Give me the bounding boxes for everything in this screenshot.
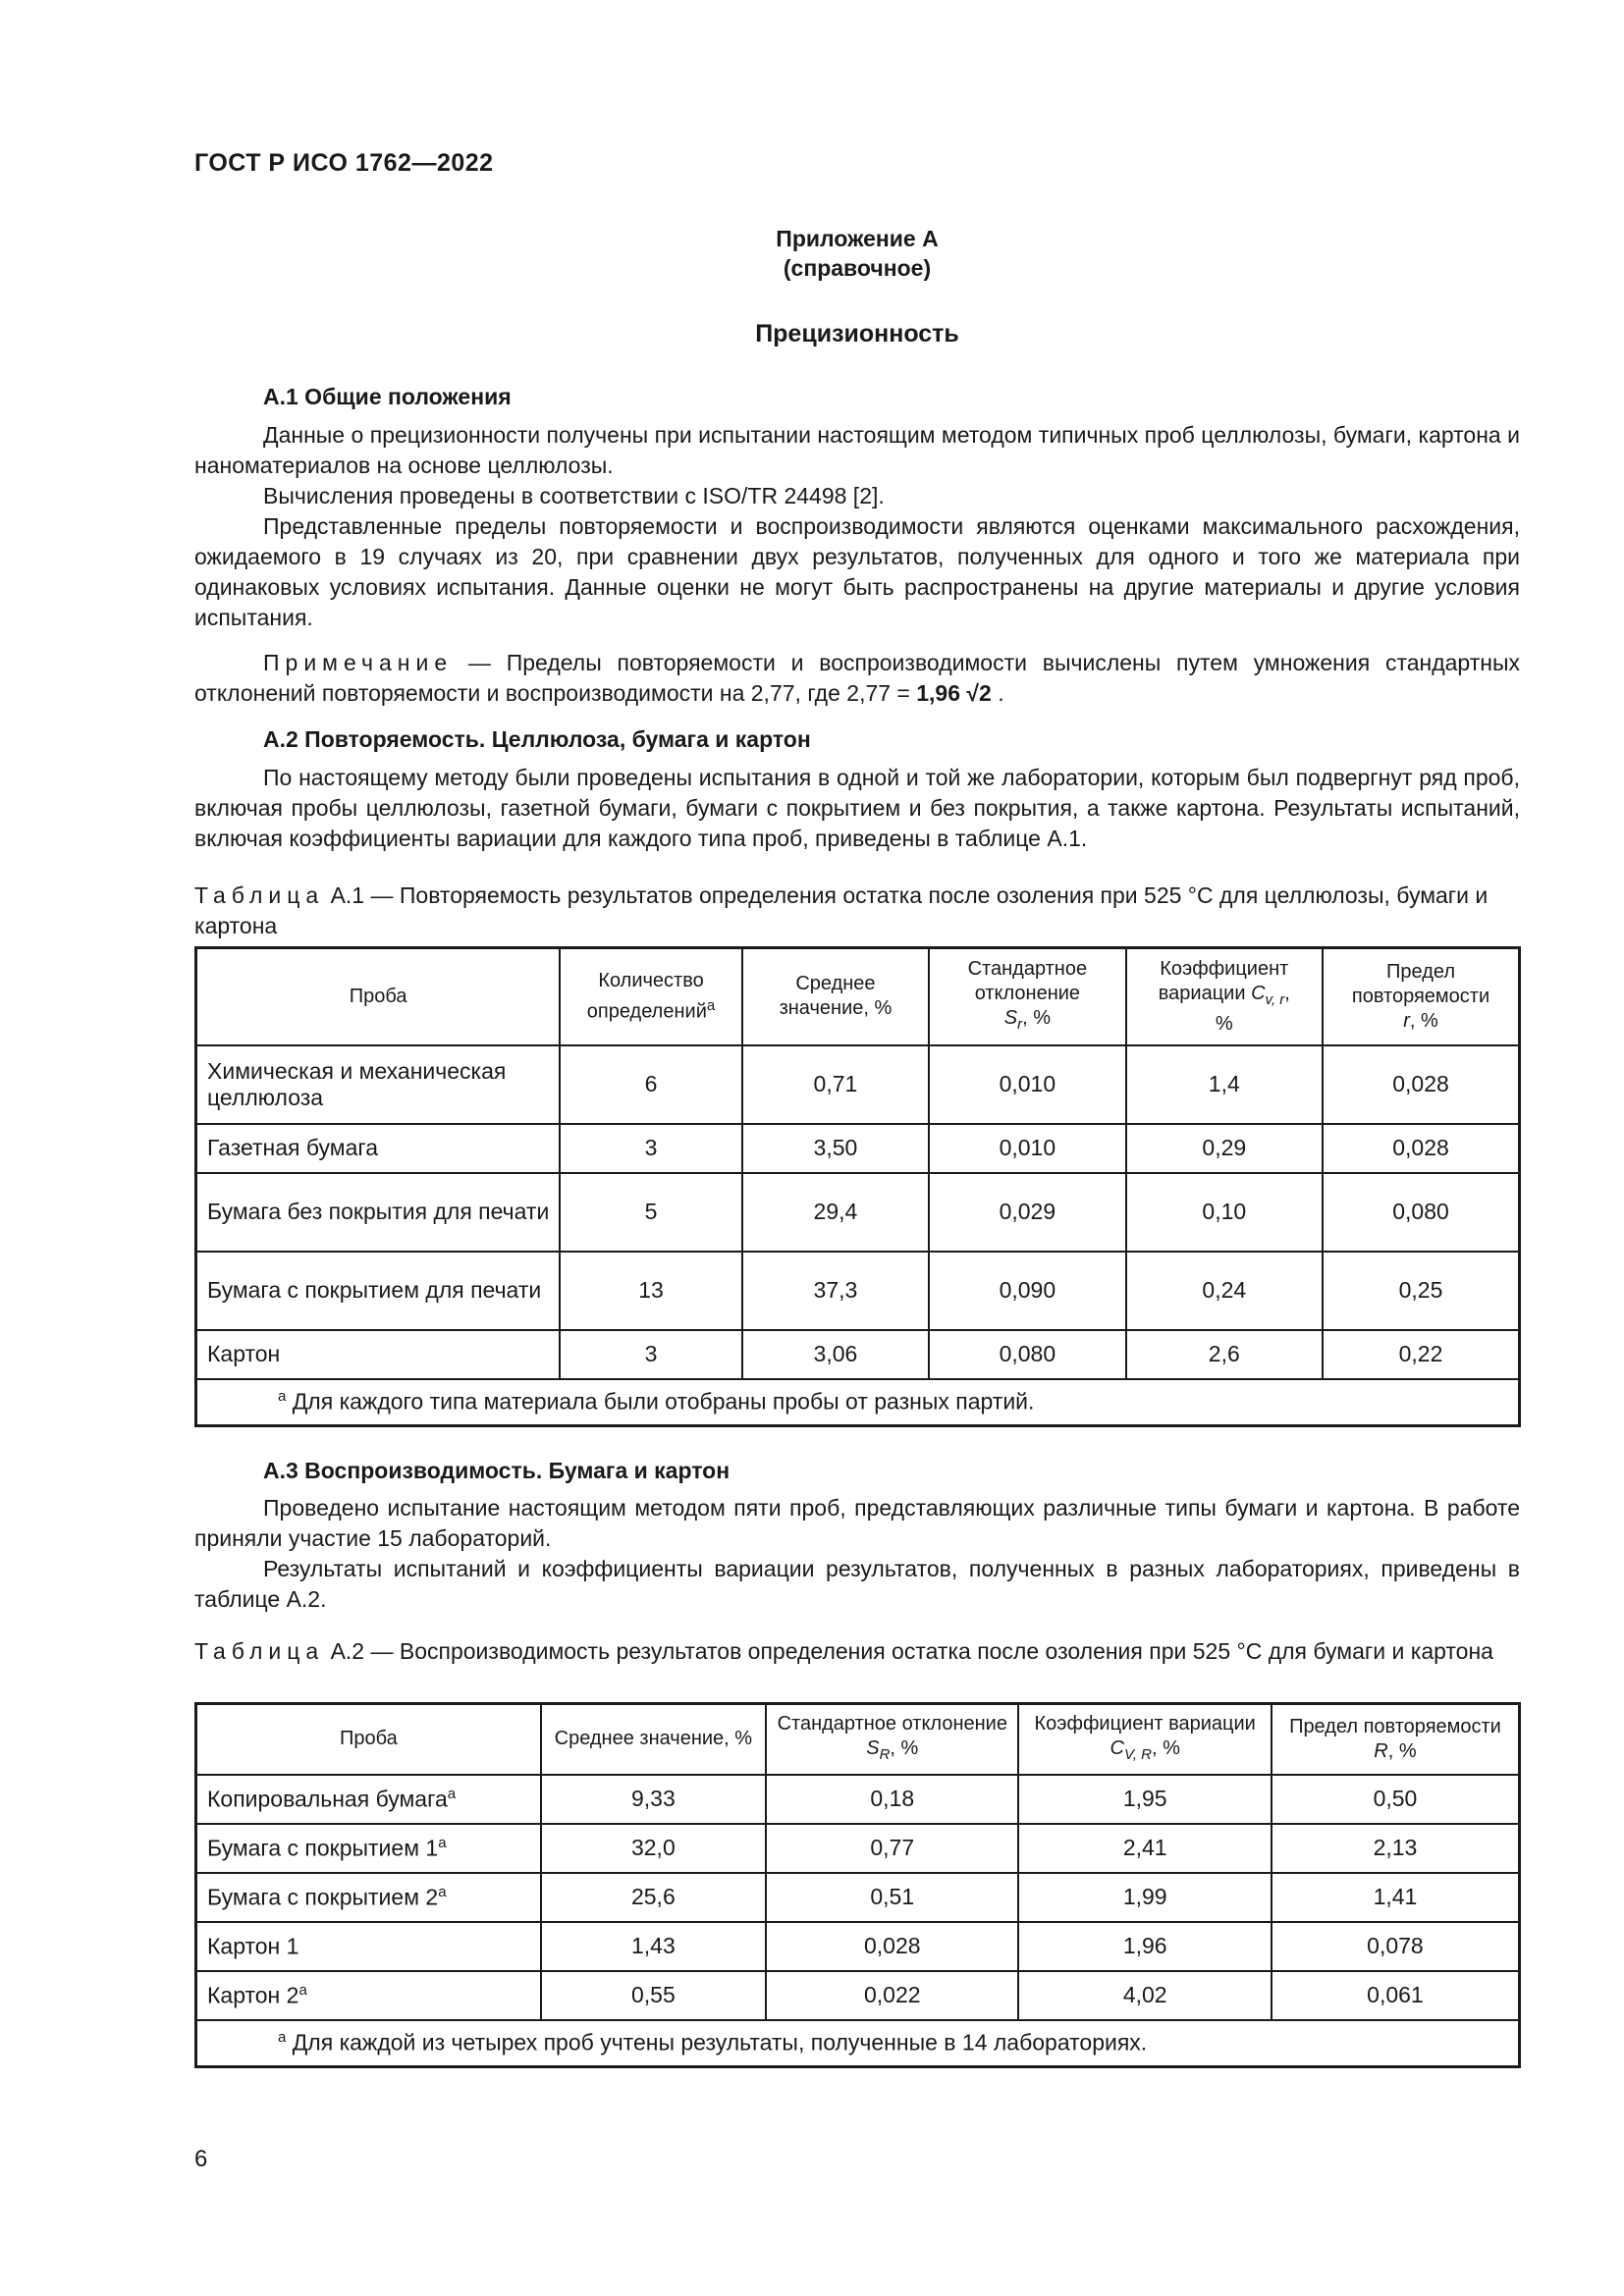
table-row: Картон 3 3,06 0,080 2,6 0,22 <box>196 1330 1520 1379</box>
appendix-type: (справочное) <box>783 255 932 281</box>
col-header: Предел повторяемости r, % <box>1323 948 1519 1045</box>
col-header: Стандартное отклонение $S_r$, % <box>929 948 1125 1045</box>
paragraph: Вычисления проведены в соответствии с ISO/TR 24498 [2]. <box>263 483 885 508</box>
table-row: Бумага с покрытием для печати 13 37,3 0,090 0,24 0,25 <box>196 1252 1520 1330</box>
table-row: Бумага с покрытием $2^а$ 25,6 0,51 1,99 1,41 <box>196 1873 1520 1922</box>
section-a3-body <box>194 1493 1520 1615</box>
table2-caption: Таблица А.2 — Воспроизводимость результатов определения остатка после озоления при 525 °С для бумаги и картона <box>194 1638 1493 1664</box>
table-2 <box>194 1702 1521 2068</box>
section-a2-title: А.2 Повторяемость. Целлюлоза, бумага и картон <box>263 726 811 752</box>
appendix-title: Прецизионность <box>755 320 959 347</box>
table-row: Газетная бумага 3 3,50 0,010 0,29 0,028 <box>196 1124 1520 1173</box>
col-header: Предел повторяемости R, % <box>1272 1704 1520 1775</box>
col-header: Проба <box>196 1704 541 1775</box>
section-a2-body <box>194 763 1520 854</box>
note-text: — Пределы повторяемости и воспроизводимости вычислены путем умножения стандартных отклонений повторяемости и воспроизводимости на 2,77, где 2,77 = <box>194 650 1520 706</box>
appendix-heading <box>194 224 1520 283</box>
note-label: Примечание <box>263 650 454 675</box>
table-row: Картон 1 1,43 0,028 1,96 0,078 <box>196 1922 1520 1971</box>
table-row: Картон $2^а$ 0,55 0,022 4,02 0,061 <box>196 1971 1520 2020</box>
col-header: Количество определений$^а$ <box>560 948 741 1045</box>
section-a1-body <box>194 420 1520 633</box>
col-header: Коэффициент вариации $C_{v, r}$, % <box>1126 948 1323 1045</box>
col-header: Среднее значение, % <box>742 948 929 1045</box>
paragraph: По настоящему методу были проведены испытания в одной и той же лаборатории, которым был подвергнут ряд проб, включая пробы целлюлозы, газетной бумаги, бумаги с покрытием и без покрытия, а также картона. Результаты испытаний, включая коэффициенты вариации для каждого типа проб, приведены в таблице А.1. <box>194 765 1520 851</box>
col-header: Проба <box>196 948 561 1045</box>
table-header-row <box>196 1704 1520 1775</box>
section-a3-title: А.3 Воспроизводимость. Бумага и картон <box>263 1458 731 1483</box>
table-row: Копировальная бумага$^а$ 9,33 0,18 1,95 0,50 <box>196 1775 1520 1824</box>
table-row: Химическая и механическая целлюлоза 6 0,71 0,010 1,4 0,028 <box>196 1045 1520 1124</box>
paragraph: Результаты испытаний и коэффициенты вариации результатов, полученных в разных лабораториях, приведены в таблице А.2. <box>194 1556 1520 1612</box>
note: Примечание — Пределы повторяемости и воспроизводимости вычислены путем умножения стандартных отклонений повторяемости и воспроизводимости на 2,77, где 2,77 = 1,96 √2 . <box>194 650 1520 706</box>
col-header: Коэффициент вариации $C_{V, R}$, % <box>1018 1704 1271 1775</box>
page-number: 6 <box>194 2146 208 2172</box>
col-header: Среднее значение, % <box>541 1704 766 1775</box>
appendix-label: Приложение А <box>776 226 939 251</box>
paragraph: Проведено испытание настоящим методом пяти проб, представляющих различные типы бумаги и картона. В работе приняли участие 15 лабораторий. <box>194 1495 1520 1551</box>
paragraph: Данные о прецизионности получены при испытании настоящим методом типичных проб целлюлозы, бумаги, картона и наноматериалов на основе целлюлозы. <box>194 422 1520 478</box>
col-header: Стандартное отклонение $S_R$, % <box>766 1704 1018 1775</box>
table-footnote: $^а$ Для каждого типа материала были отобраны пробы от разных партий. <box>196 1379 1520 1426</box>
table-footnote-row <box>196 2020 1520 2067</box>
table-footnote-row <box>196 1379 1520 1426</box>
table-header-row <box>196 948 1520 1045</box>
document-header: ГОСТ Р ИСО 1762—2022 <box>194 149 494 177</box>
section-a1-title: А.1 Общие положения <box>263 384 512 409</box>
table-footnote: $^а$ Для каждой из четырех проб учтены результаты, полученные в 14 лабораториях. <box>196 2020 1520 2067</box>
table-1 <box>194 946 1521 1427</box>
table-row: Бумага без покрытия для печати 5 29,4 0,029 0,10 0,080 <box>196 1173 1520 1252</box>
note-formula: 1,96 √2 <box>916 680 992 706</box>
table-row: Бумага с покрытием $1^а$ 32,0 0,77 2,41 2,13 <box>196 1824 1520 1873</box>
table1-caption: Таблица А.1 — Повторяемость результатов определения остатка после озоления при 525 °С для целлюлозы, бумаги и картона <box>194 882 1489 938</box>
paragraph: Представленные пределы повторяемости и воспроизводимости являются оценками максимального расхождения, ожидаемого в 19 случаях из 20, при сравнении двух результатов, полученных для одного и того же материала при одинаковых условиях испытания. Данные оценки не могут быть распространены на другие материалы и другие условия испытания. <box>194 513 1520 630</box>
